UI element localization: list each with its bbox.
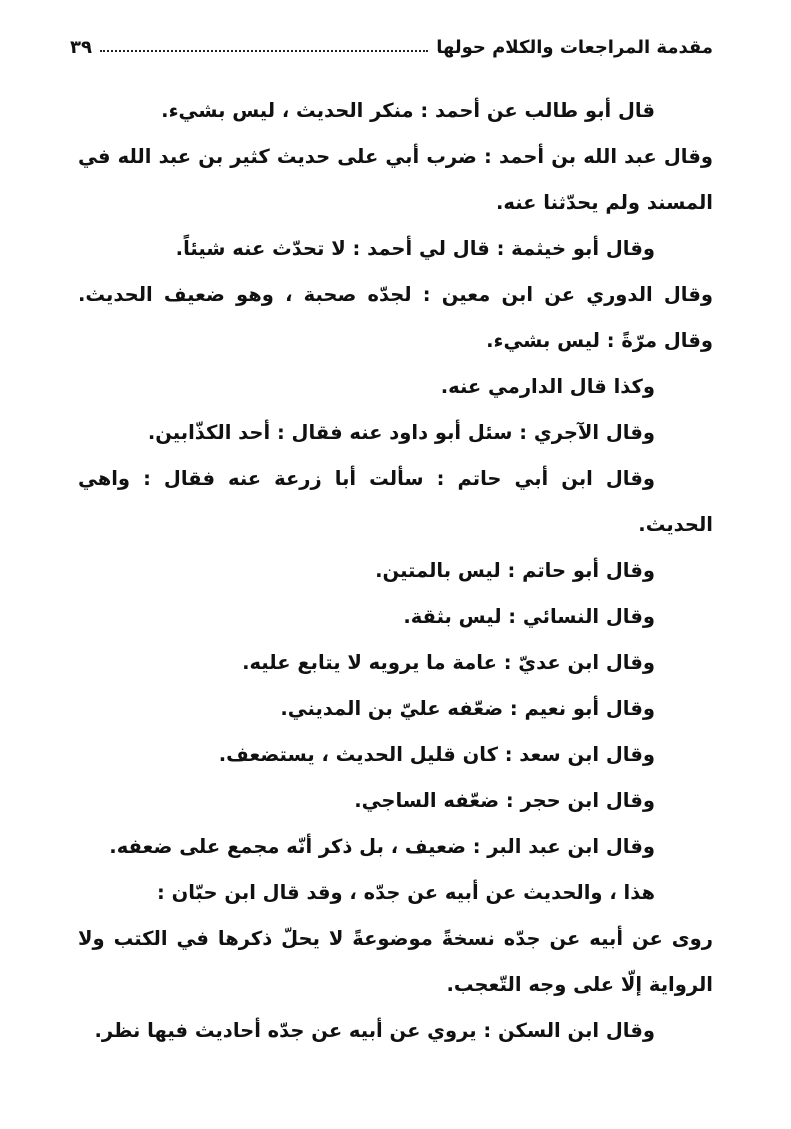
body-text: [78, 88, 713, 1054]
paragraph: هذا ، والحديث عن أبيه عن جدّه ، وقد قال ابن حبّان :: [156, 881, 655, 904]
page-number: ٣٩: [70, 37, 92, 58]
paragraph: وقال أبو خيثمة : قال لي أحمد : لا تحدّث عنه شيئاً.: [175, 237, 655, 260]
paragraph: وقال النسائي : ليس بثقة.: [403, 605, 655, 628]
paragraph: وقال أبو حاتم : ليس بالمتين.: [375, 559, 655, 582]
paragraph: وقال ابن عبد البر : ضعيف ، بل ذكر أنّه مجمع على ضعفه.: [109, 835, 655, 858]
paragraph: وقال ابن السكن : يروي عن أبيه عن جدّه أحاديث فيها نظر.: [94, 1019, 655, 1042]
paragraph: وقال عبد الله بن أحمد : ضرب أبي على حديث كثير بن عبد الله في المسند ولم يحدّثنا عنه.: [78, 145, 713, 214]
paragraph: وقال ابن حجر : ضعّفه الساجي.: [354, 789, 655, 812]
paragraph: وقال ابن عديّ : عامة ما يرويه لا يتابع عليه.: [242, 651, 655, 674]
running-header: [70, 30, 713, 58]
chapter-title: مقدمة المراجعات والكلام حولها: [436, 37, 713, 58]
paragraph: وقال الدوري عن ابن معين : لجدّه صحبة ، وهو ضعيف الحديث. وقال مرّةً : ليس بشيء.: [78, 283, 713, 352]
paragraph: وقال أبو نعيم : ضعّفه عليّ بن المديني.: [280, 697, 655, 720]
paragraph: وقال الآجري : سئل أبو داود عنه فقال : أحد الكذّابين.: [147, 421, 655, 444]
paragraph: قال أبو طالب عن أحمد : منكر الحديث ، ليس بشيء.: [161, 99, 655, 122]
paragraph: وكذا قال الدارمي عنه.: [440, 375, 655, 398]
paragraph: وقال ابن سعد : كان قليل الحديث ، يستضعف.: [218, 743, 655, 766]
paragraph: وقال ابن أبي حاتم : سألت أبا زرعة عنه فقال : واهي الحديث.: [78, 467, 713, 536]
paragraph: روى عن أبيه عن جدّه نسخةً موضوعةً لا يحلّ ذكرها في الكتب ولا الرواية إلّا على وجه التّعجب.: [78, 927, 713, 996]
leader-dots: [100, 49, 428, 52]
